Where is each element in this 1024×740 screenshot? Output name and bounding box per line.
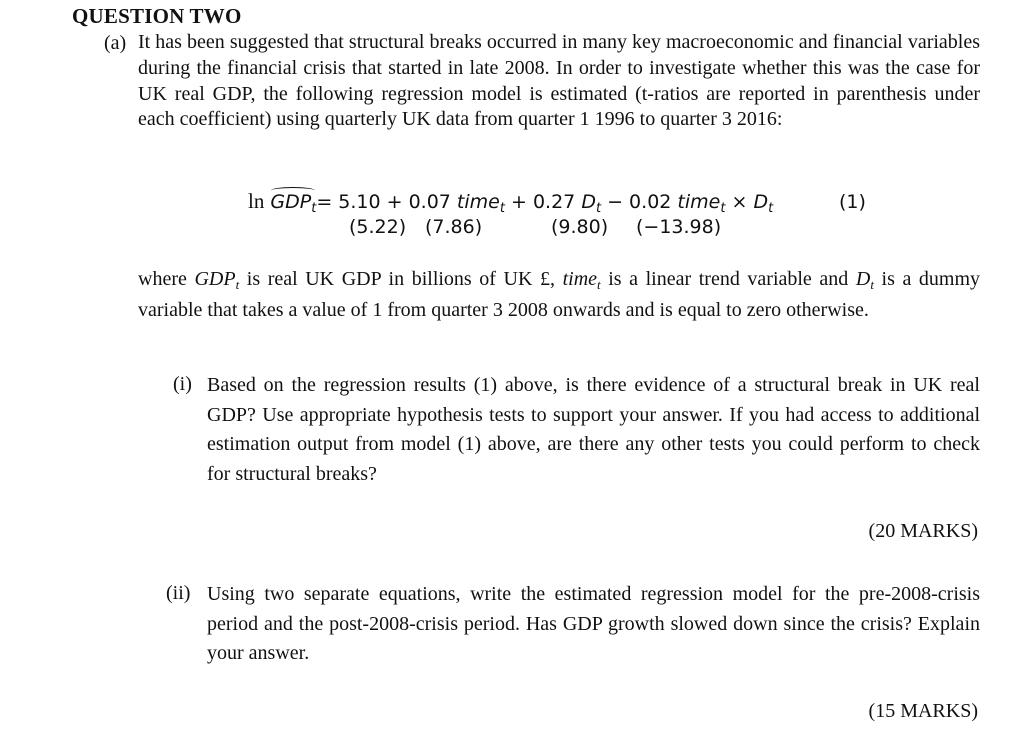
tratio-4: (−13.98)	[636, 216, 722, 238]
question-title: QUESTION TWO	[72, 4, 242, 28]
sub-i-text: Based on the regression results (1) above, is there evidence of a structural break in UK real GDP? Use appropriate hypothesis tests to support your answer. If you had access to additional estimation output from model (1) above, are there any other tests you could perform to check for structural breaks?	[207, 374, 980, 485]
eq-d2: D	[753, 191, 769, 213]
where-paragraph: where $GDP_t$ is real UK GDP in billions of UK £, time$_t$ is a linear trend variable and $D_t$ is a dummy variable that takes a value of 1 from quarter 3 2008 onwards and is equal to zero otherwise.	[138, 268, 981, 321]
eq-ln: ln	[248, 189, 265, 213]
eq-rhs-a: = 5.10 + 0.07	[316, 191, 457, 213]
sub-i-marks: (20 MARKS)	[868, 520, 978, 542]
equation-number: (1)	[839, 191, 866, 213]
part-a-label: (a)	[104, 32, 127, 54]
part-a-intro: It has been suggested that structural breaks occurred in many key macroeconomic and financial variables during the financial crisis that started in late 2008. In order to investigate whether this was the case for UK real GDP, the following regression model is estimated (t-ratios are reported in parenthesis under each coefficient) using quarterly UK data from quarter 1 1996 to quarter 3 2016:	[138, 31, 980, 131]
tratio-2: (7.86)	[425, 216, 483, 238]
eq-d1: D	[581, 191, 596, 213]
eq-time2: time	[677, 191, 721, 213]
sub-ii-text: Using two separate equations, write the estimated regression model for the pre-2008-crisis period and the post-2008-crisis period. Has GDP growth slowed down since the crisis? Explain your answer.	[207, 583, 980, 664]
tratio-3: (9.80)	[551, 216, 609, 238]
eq-rhs-b: + 0.27	[504, 191, 582, 213]
tratio-1: (5.22)	[349, 216, 407, 238]
eq-time1: time	[456, 191, 500, 213]
regression-equation: $\ln GDP_t= 5.10 + 0.07$ time$_t$ + 0.27 $D_t - 0.02$ time$_t$ × $D_t$	[248, 189, 774, 216]
eq-gdp-hat: $GDP_t$	[270, 191, 317, 216]
eq-rhs-c: − 0.02	[601, 191, 678, 213]
sub-i-label: (i)	[173, 373, 192, 395]
sub-ii-label: (ii)	[166, 582, 191, 604]
eq-rhs-d: ×	[725, 191, 754, 213]
sub-ii-marks: (15 MARKS)	[868, 700, 978, 722]
